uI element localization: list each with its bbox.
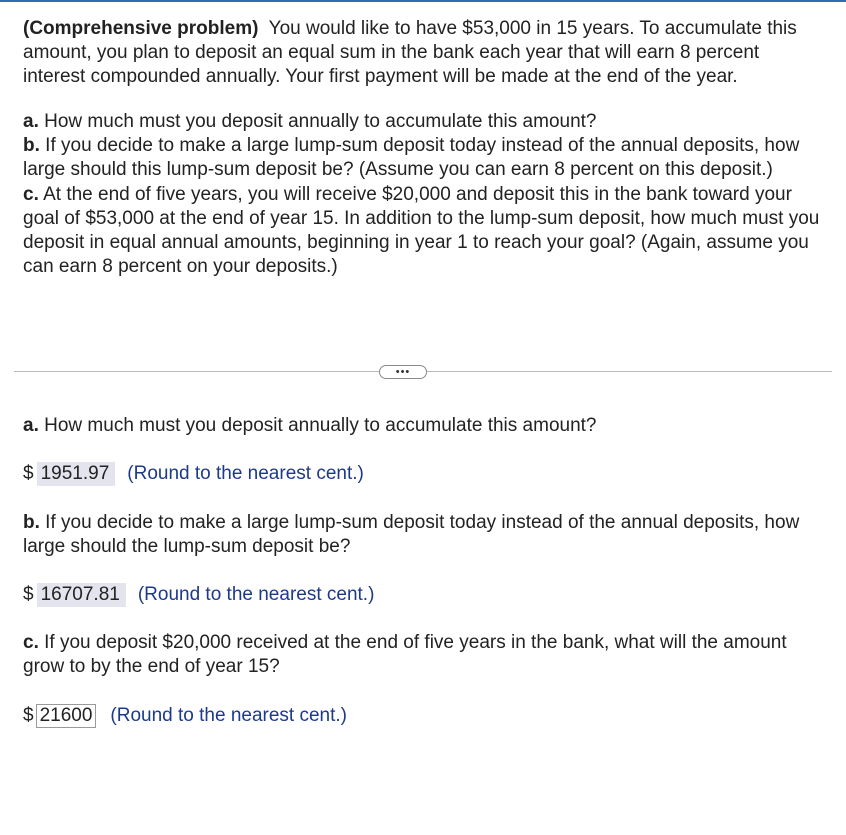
part-c-text: At the end of five years, you will receive $20,000 and deposit this in the bank toward your goal of $53,000 at the end of year 15. In addition to the lump-sum deposit, how much must you deposit in equal annual amounts, beginning in year 1 to reach your goal? (Again, assume you can earn 8 percent on your deposits.)	[23, 183, 820, 278]
answer-c-row	[23, 704, 347, 728]
question-c-letter: c.	[23, 632, 39, 653]
question-a-letter: a.	[23, 415, 39, 436]
part-a-letter: a.	[23, 111, 39, 132]
question-c-text: If you deposit $20,000 received at the end of five years in the bank, what will the amount grow to by the end of year 15?	[23, 632, 787, 678]
problem-text: You would like to have $53,000 in 15 years. To accumulate this amount, you plan to deposit an equal sum in the bank each year that will earn 8 percent interest compounded annually. Your first payment will be made at the end of the year.	[23, 18, 797, 88]
round-hint: (Round to the nearest cent.)	[110, 705, 348, 726]
answer-a-field[interactable]: 1951.97	[37, 462, 116, 486]
currency-symbol: $	[23, 705, 34, 726]
part-c-letter: c.	[23, 183, 39, 205]
question-b-text: If you decide to make a large lump-sum deposit today instead of the annual deposits, how large should the lump-sum deposit be?	[23, 512, 800, 558]
top-accent-bar	[0, 0, 846, 2]
part-c	[23, 183, 823, 280]
answer-b-field[interactable]: 16707.81	[37, 583, 126, 607]
part-b	[23, 134, 823, 182]
question-b	[23, 511, 823, 559]
problem-label: (Comprehensive problem)	[23, 18, 259, 39]
part-a	[23, 110, 823, 134]
currency-symbol: $	[23, 584, 34, 605]
currency-symbol: $	[23, 463, 34, 484]
expand-more-button[interactable]: •••	[379, 365, 427, 379]
part-b-text: If you decide to make a large lump-sum deposit today instead of the annual deposits, how large should this lump-sum deposit be? (Assume you can earn 8 percent on this deposit.)	[23, 135, 800, 181]
answer-c-input[interactable]: 21600	[36, 704, 97, 728]
part-b-letter: b.	[23, 135, 40, 157]
question-c	[23, 631, 823, 679]
question-a	[23, 414, 823, 438]
question-a-text: How much must you deposit annually to accumulate this amount?	[44, 415, 597, 436]
answer-b-row	[23, 583, 374, 607]
problem-parts	[23, 110, 823, 279]
answer-a-row	[23, 462, 364, 486]
round-hint: (Round to the nearest cent.)	[137, 584, 375, 605]
question-b-letter: b.	[23, 512, 40, 533]
round-hint: (Round to the nearest cent.)	[127, 463, 364, 484]
problem-statement	[23, 17, 823, 90]
part-a-text: How much must you deposit annually to accumulate this amount?	[44, 111, 597, 132]
